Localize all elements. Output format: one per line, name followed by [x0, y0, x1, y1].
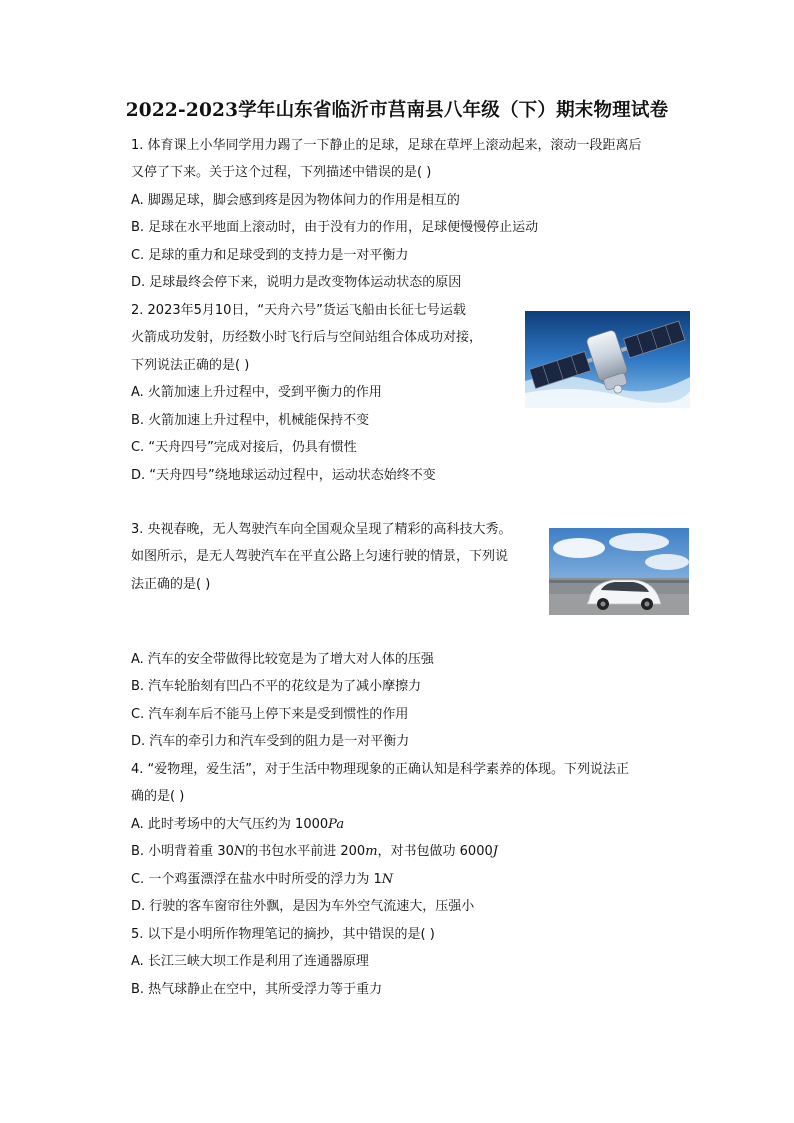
spacecraft-image — [525, 311, 690, 408]
q4-stem-line-1: 4. “爱物理，爱生活”，对于生活中物理现象的正确认知是科学素养的体现。下列说法正 — [131, 762, 630, 777]
q4-option-b-text-2: 的书包水平前进 200 — [245, 844, 366, 859]
q2-stem-line-1: 2. 2023年5月10日，“天舟六号”货运飞船由长征七号运载 — [131, 303, 466, 318]
q2-stem-line-2: 火箭成功发射，历经数小时飞行后与空间站组合体成功对接， — [131, 330, 483, 345]
q4-option-c — [131, 871, 393, 889]
car-illustration — [549, 528, 689, 615]
q4-option-c-text: C. 一个鸡蛋漂浮在盐水中时所受的浮力为 1 — [131, 872, 382, 887]
q3-stem-line-3: 法正确的是( ) — [131, 577, 211, 592]
q3-option-b: B. 汽车轮胎刻有凹凸不平的花纹是为了减小摩擦力 — [131, 679, 422, 694]
spacecraft-illustration — [525, 311, 690, 408]
q3-option-a: A. 汽车的安全带做得比较宽是为了增大对人体的压强 — [131, 652, 434, 667]
q4-option-d-text: D. 行驶的客车窗帘往外飘，是因为车外空气流速大，压强小 — [131, 899, 475, 914]
q1-option-d: D. 足球最终会停下来，说明力是改变物体运动状态的原因 — [131, 275, 462, 290]
q4-option-c-unit: N — [381, 872, 394, 887]
q2-option-b: B. 火箭加速上升过程中，机械能保持不变 — [131, 413, 370, 428]
q3-stem-line-2: 如图所示，是无人驾驶汽车在平直公路上匀速行驶的情景，下列说 — [131, 549, 509, 564]
q1-stem-line-1: 1. 体育课上小华同学用力踢了一下静止的足球，足球在草坪上滚动起来，滚动一段距离后 — [131, 138, 642, 153]
q3-option-d: D. 汽车的牵引力和汽车受到的阻力是一对平衡力 — [131, 734, 410, 749]
q2-option-a: A. 火箭加速上升过程中，受到平衡力的作用 — [131, 385, 382, 400]
q5-option-b: B. 热气球静止在空中，其所受浮力等于重力 — [131, 982, 383, 997]
exam-title: 2022-2023学年山东省临沂市莒南县八年级（下）期末物理试卷 — [125, 100, 669, 121]
q1-stem-line-2: 又停了下来。关于这个过程，下列描述中错误的是( ) — [131, 165, 432, 180]
q4-option-b-text-1: B. 小明背着重 30 — [131, 844, 234, 859]
q3-option-c: C. 汽车刹车后不能马上停下来是受到惯性的作用 — [131, 707, 409, 722]
q4-option-a-text: A. 此时考场中的大气压约为 1000 — [131, 817, 329, 832]
q3-stem-line-1: 3. 央视春晚，无人驾驶汽车向全国观众呈现了精彩的高科技大秀。 — [131, 522, 512, 537]
q1-option-b: B. 足球在水平地面上滚动时，由于没有力的作用，足球便慢慢停止运动 — [131, 220, 539, 235]
q4-option-b-text-3: ，对书包做功 6000 — [377, 844, 493, 859]
q2-stem-line-3: 下列说法正确的是( ) — [131, 358, 250, 373]
q2-option-c: C. “天舟四号”完成对接后，仍具有惯性 — [131, 440, 357, 455]
self-driving-car-image — [549, 528, 689, 615]
q5-option-a: A. 长江三峡大坝工作是利用了连通器原理 — [131, 954, 369, 969]
q4-option-b-unit-2: m — [365, 844, 378, 859]
q1-option-c: C. 足球的重力和足球受到的支持力是一对平衡力 — [131, 248, 409, 263]
q2-option-d: D. “天舟四号”绕地球运动过程中，运动状态始终不变 — [131, 468, 436, 483]
q5-stem-line-1: 5. 以下是小明所作物理笔记的摘抄，其中错误的是( ) — [131, 927, 435, 942]
q4-option-d — [131, 898, 474, 916]
q4-option-b — [131, 843, 498, 861]
q4-option-a-unit: Pa — [328, 817, 345, 832]
q4-stem-line-2: 确的是( ) — [131, 789, 185, 804]
q1-option-a: A. 脚踢足球，脚会感到疼是因为物体间力的作用是相互的 — [131, 193, 460, 208]
q4-option-a — [131, 816, 344, 834]
q4-option-b-unit-3: J — [492, 844, 498, 859]
q4-option-b-unit-1: N — [233, 844, 246, 859]
